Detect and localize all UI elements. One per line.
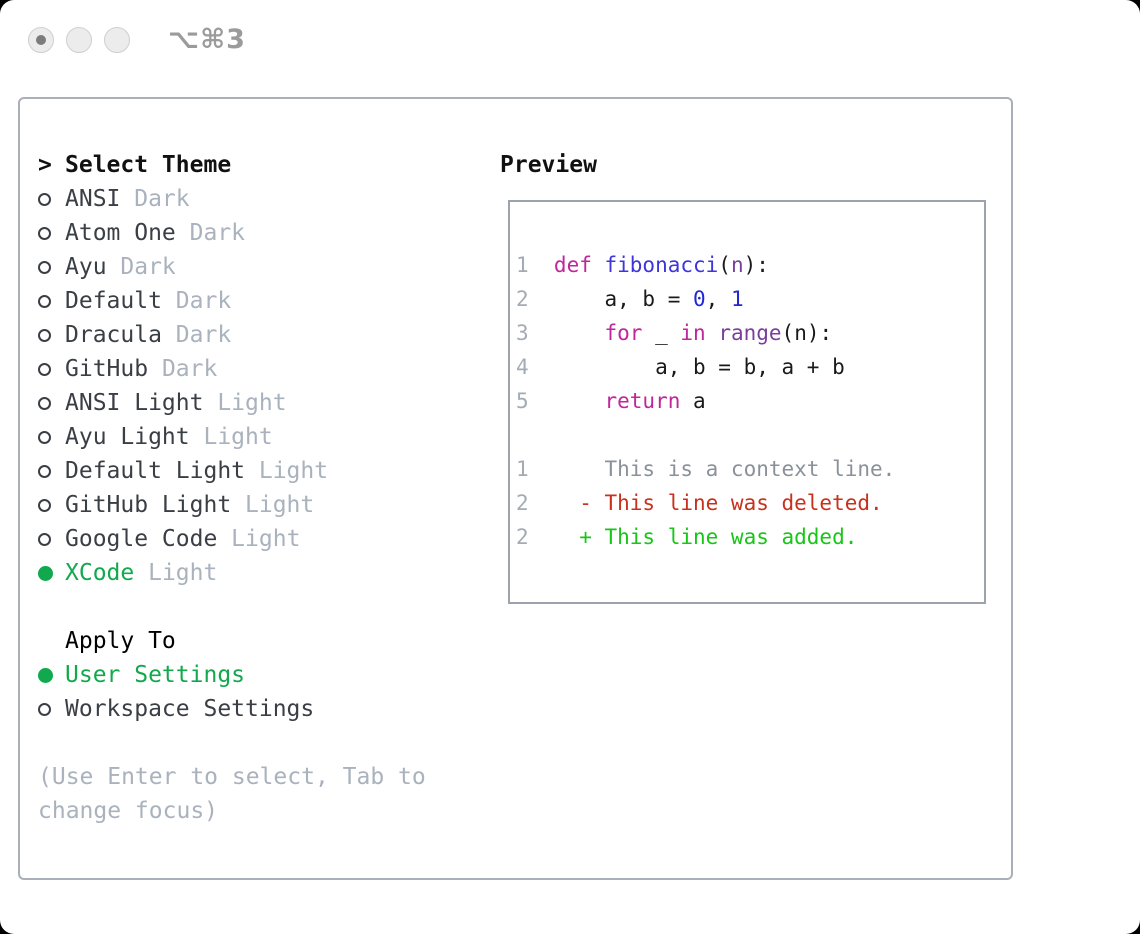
line-number: 5 <box>516 389 529 413</box>
radio-dot <box>38 465 51 478</box>
radio-selected-icon <box>38 566 65 581</box>
window-zoom-button[interactable] <box>104 27 130 53</box>
code-content <box>529 491 883 515</box>
theme-option[interactable] <box>38 250 500 284</box>
code-token-plain: ): <box>743 253 769 277</box>
option-variant-label: Light <box>231 492 315 518</box>
line-number: 2 <box>516 491 529 515</box>
radio-selected-icon <box>38 668 65 683</box>
theme-option[interactable] <box>38 216 500 250</box>
option-variant-label: Light <box>245 458 329 484</box>
radio-unselected-icon <box>38 295 65 308</box>
apply-to-list <box>38 658 500 726</box>
option-variant-label: Dark <box>161 322 232 348</box>
window-close-button[interactable] <box>28 27 54 53</box>
select-theme-header <box>38 148 500 182</box>
line-number: 2 <box>516 287 529 311</box>
code-token-plain: , <box>705 287 731 311</box>
option-label: Atom One <box>65 220 176 246</box>
theme-option[interactable] <box>38 352 500 386</box>
apply-to-title: Apply To <box>65 628 176 654</box>
line-number: 3 <box>516 321 529 345</box>
preview-column <box>500 148 1011 878</box>
radio-dot <box>38 668 53 683</box>
code-line <box>516 282 984 316</box>
option-variant-label: Light <box>203 390 287 416</box>
radio-dot <box>38 397 51 410</box>
apply-to-option[interactable] <box>38 692 500 726</box>
theme-option[interactable] <box>38 420 500 454</box>
radio-unselected-icon <box>38 193 65 206</box>
radio-unselected-icon <box>38 329 65 342</box>
theme-list-column <box>38 148 500 878</box>
radio-unselected-icon <box>38 227 65 240</box>
line-number: 1 <box>516 253 529 277</box>
spacer <box>38 726 500 760</box>
option-label: Ayu Light <box>65 424 190 450</box>
code-token-plain <box>554 321 605 345</box>
radio-dot <box>38 227 51 240</box>
code-token-plain: a, b = <box>553 287 693 311</box>
theme-picker-panel <box>18 97 1013 880</box>
code-content <box>529 457 896 481</box>
code-line <box>516 452 984 486</box>
radio-dot <box>38 566 53 581</box>
code-content <box>529 321 832 345</box>
apply-to-header <box>38 624 500 658</box>
radio-unselected-icon <box>38 499 65 512</box>
code-token-added: + This line was added. <box>553 525 858 549</box>
option-label: Workspace Settings <box>65 696 315 722</box>
option-variant-label: Dark <box>161 288 232 314</box>
radio-dot <box>38 329 51 342</box>
radio-unselected-icon <box>38 363 65 376</box>
option-variant-label: Light <box>217 526 301 552</box>
code-token-number: 1 <box>730 287 744 311</box>
radio-dot <box>38 533 51 546</box>
option-label: GitHub <box>65 356 149 382</box>
radio-unselected-icon <box>38 431 65 444</box>
option-label: Ayu <box>65 254 107 280</box>
theme-option[interactable] <box>38 488 500 522</box>
theme-option[interactable] <box>38 284 500 318</box>
radio-unselected-icon <box>38 533 65 546</box>
code-token-plain: a <box>680 389 706 413</box>
code-token-plain: _ <box>642 321 681 345</box>
code-token-purple: range <box>718 321 782 345</box>
code-line <box>516 384 984 418</box>
theme-option[interactable] <box>38 522 500 556</box>
radio-dot <box>38 499 51 512</box>
option-label: Dracula <box>65 322 162 348</box>
focus-caret-icon: > <box>38 152 52 178</box>
option-variant-label: Dark <box>175 220 246 246</box>
option-variant-label: Dark <box>106 254 176 280</box>
option-label: Default <box>65 288 162 314</box>
code-content <box>529 389 706 413</box>
theme-option[interactable] <box>38 454 500 488</box>
code-line <box>516 316 984 350</box>
window-title-shortcut: ⌥⌘3 <box>168 24 246 55</box>
theme-option[interactable] <box>38 556 500 590</box>
code-token-plain: a, b = b, a + b <box>553 355 845 379</box>
radio-dot <box>38 261 51 274</box>
theme-option[interactable] <box>38 386 500 420</box>
option-label: ANSI Light <box>65 390 204 416</box>
option-label: Google Code <box>65 526 218 552</box>
window-minimize-button[interactable] <box>66 27 92 53</box>
code-token-plain: (n): <box>781 321 833 345</box>
radio-dot <box>38 193 51 206</box>
code-token-keyword: in <box>680 321 706 345</box>
code-token-number: 0 <box>693 287 706 311</box>
option-variant-label: Dark <box>148 356 218 382</box>
theme-list <box>38 182 500 590</box>
code-line <box>516 486 984 520</box>
code-token-plain <box>554 389 605 413</box>
code-token-deleted: - This line was deleted. <box>553 491 883 515</box>
radio-unselected-icon <box>38 397 65 410</box>
select-theme-title: Select Theme <box>65 152 232 178</box>
line-number: 4 <box>516 355 529 379</box>
spacer <box>38 590 500 624</box>
radio-unselected-icon <box>38 261 65 274</box>
code-content <box>529 355 845 379</box>
line-number: 1 <box>516 457 529 481</box>
option-label: XCode <box>65 560 135 586</box>
option-variant-label: Light <box>189 424 273 450</box>
code-token-keyword: def <box>553 253 605 277</box>
option-label: GitHub Light <box>65 492 232 518</box>
radio-unselected-icon <box>38 465 65 478</box>
code-content <box>529 525 858 549</box>
close-dot-icon <box>36 35 46 45</box>
code-token-keyword: for <box>604 321 643 345</box>
code-token-purple: n <box>730 253 744 277</box>
preview-title: Preview <box>500 152 597 178</box>
radio-dot <box>38 295 51 308</box>
keyboard-hint: (Use Enter to select, Tab to change focus) <box>38 764 426 824</box>
radio-unselected-icon <box>38 703 65 716</box>
line-number: 2 <box>516 525 529 549</box>
code-lines <box>516 248 984 554</box>
code-line <box>516 520 984 554</box>
code-line <box>516 418 984 452</box>
code-token-plain: ( <box>718 253 731 277</box>
preview-code-box <box>508 200 986 604</box>
option-variant-label: Light <box>134 560 218 586</box>
code-token-plain <box>706 321 719 345</box>
apply-to-option[interactable] <box>38 658 500 692</box>
radio-dot <box>38 703 51 716</box>
option-label: User Settings <box>65 662 246 688</box>
code-token-keyword: return <box>604 389 681 413</box>
code-line <box>516 248 984 282</box>
code-token-context: This is a context line. <box>553 457 896 481</box>
window-titlebar <box>28 24 246 55</box>
theme-option[interactable] <box>38 182 500 216</box>
radio-dot <box>38 363 51 376</box>
theme-option[interactable] <box>38 318 500 352</box>
option-variant-label: Dark <box>120 186 190 212</box>
code-content <box>529 253 769 277</box>
option-label: ANSI <box>65 186 121 212</box>
code-line <box>516 350 984 384</box>
radio-dot <box>38 431 51 444</box>
option-label: Default Light <box>65 458 246 484</box>
code-content <box>529 287 744 311</box>
code-token-function: fibonacci <box>604 253 719 277</box>
